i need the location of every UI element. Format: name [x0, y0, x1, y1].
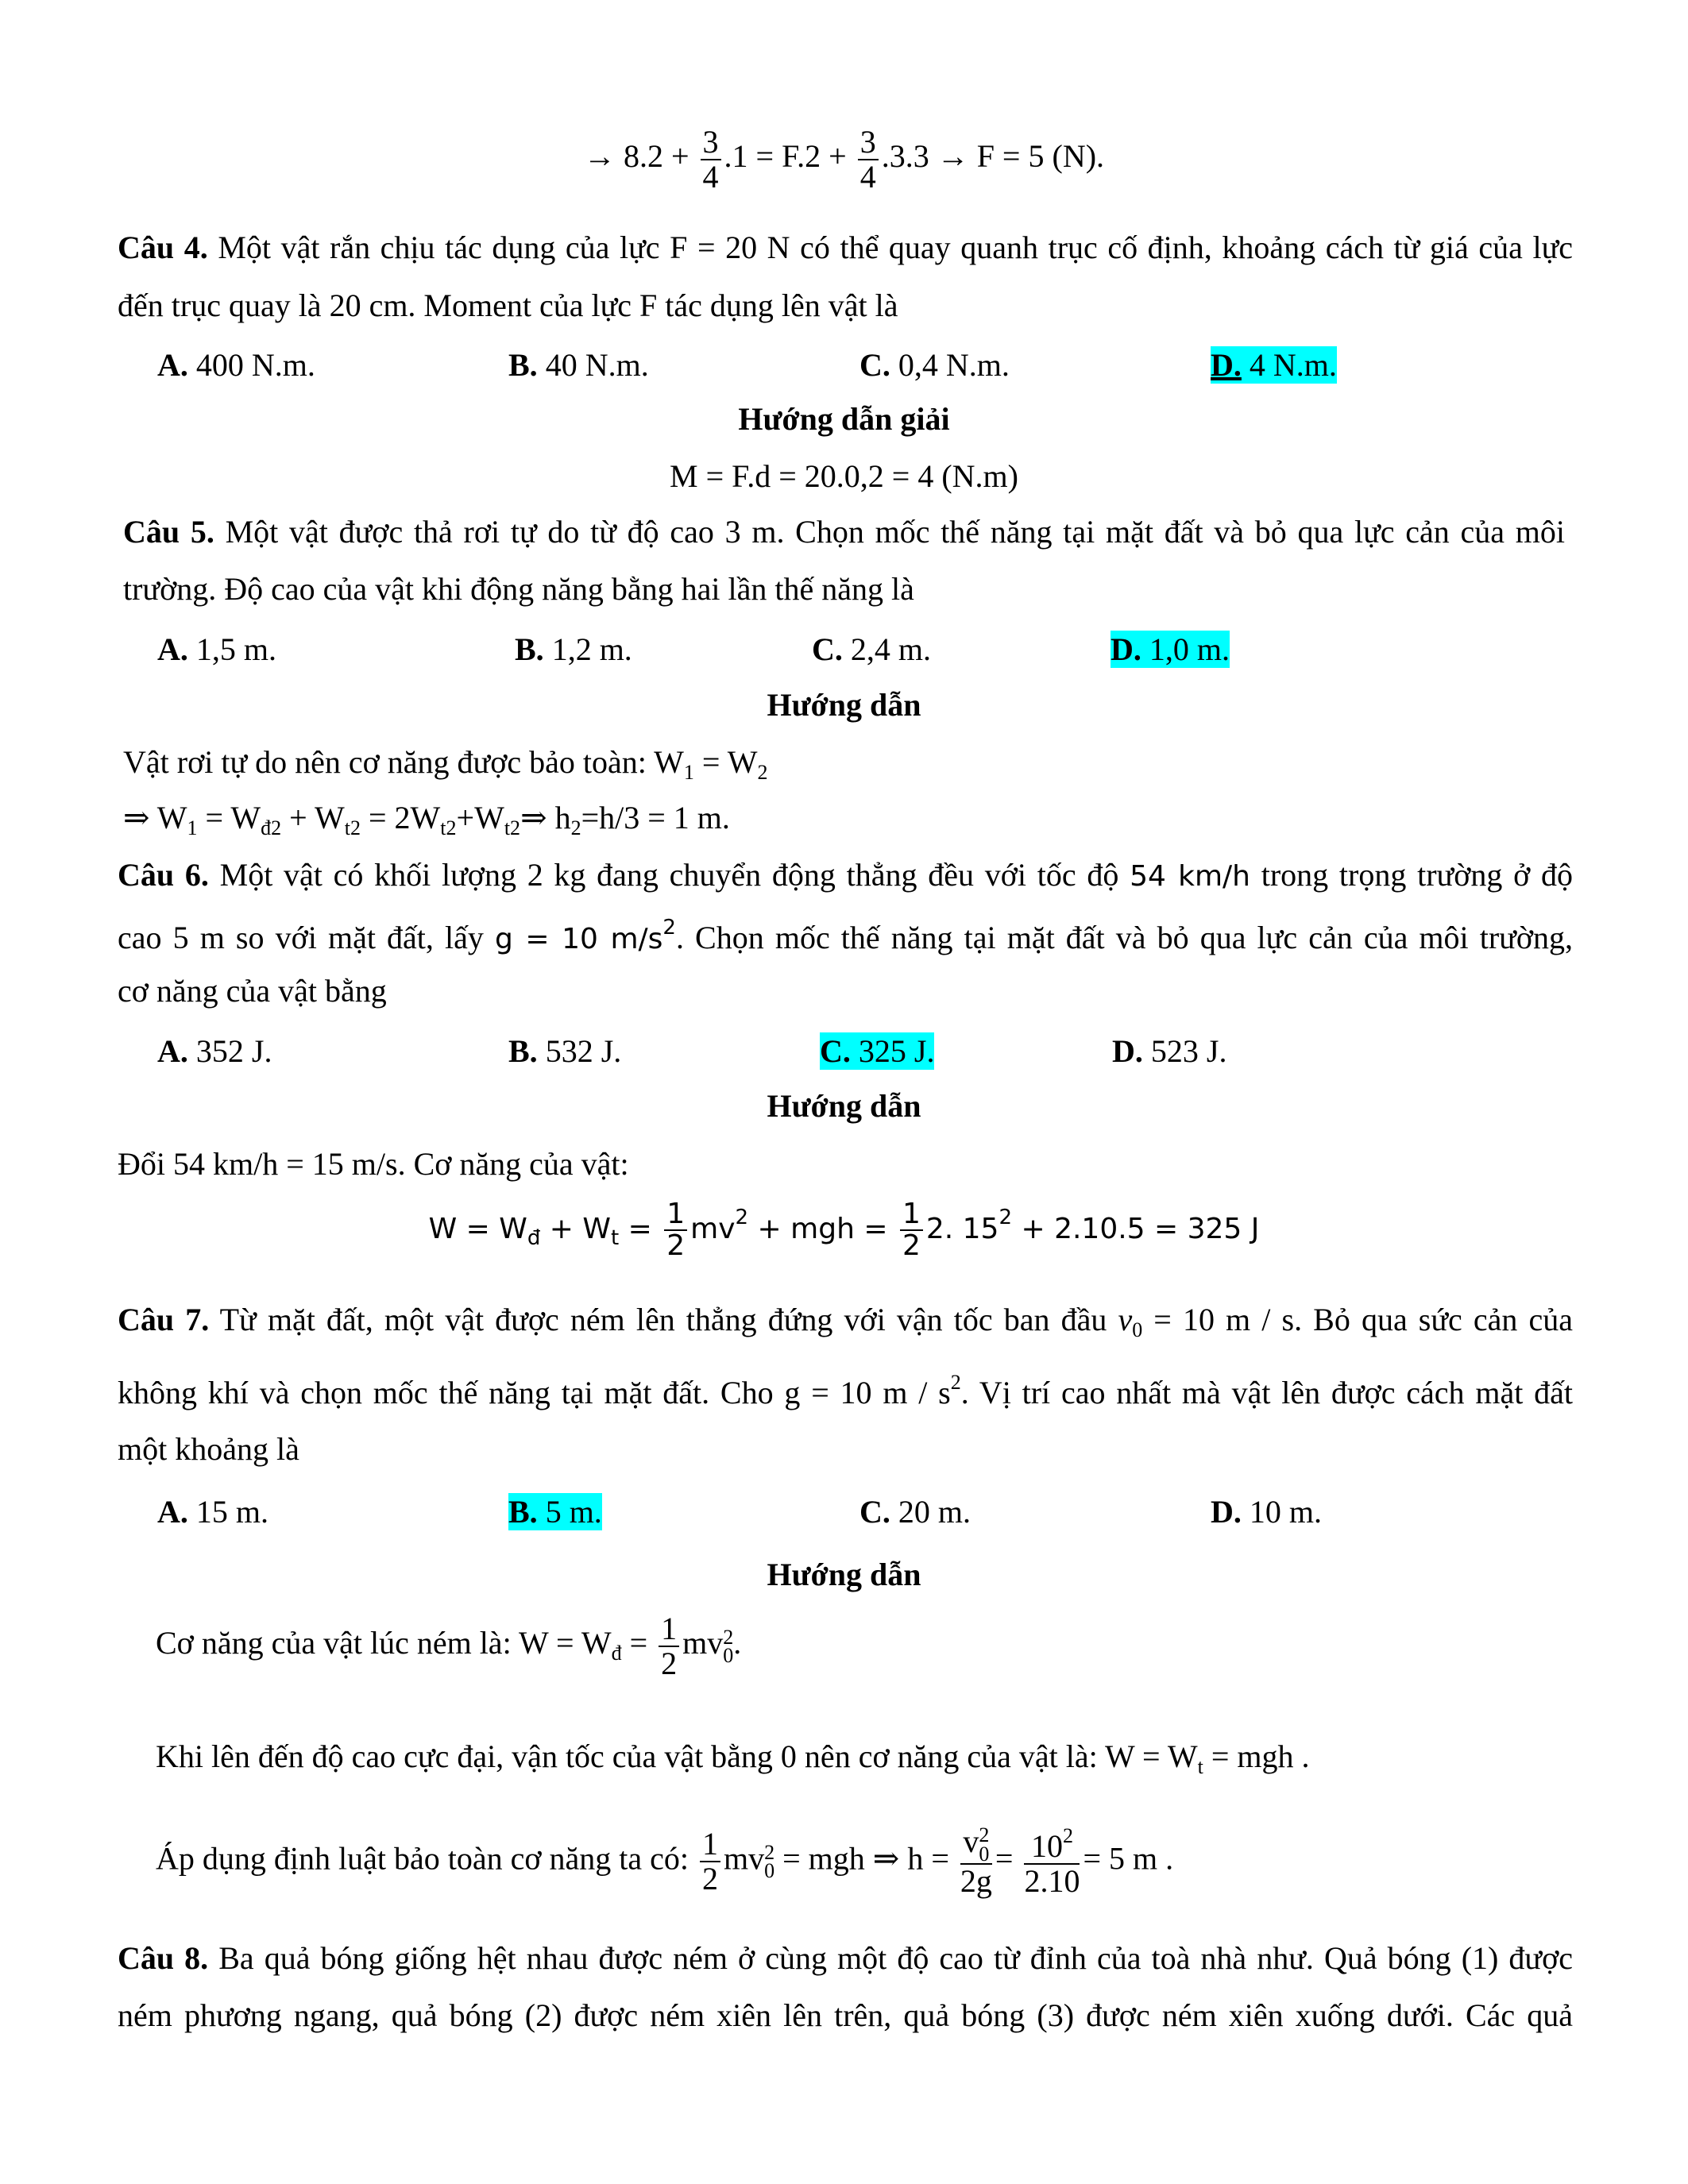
math-text: mv — [682, 1625, 724, 1661]
fraction-den: 2 — [666, 1229, 686, 1262]
option-key: C. — [820, 1033, 851, 1069]
question-text: Ba quả bóng giống hệt nhau được ném ở cùng một độ cao từ đỉnh của toà nhà như. Quả bóng (1) được — [218, 1940, 1573, 1976]
q6-heading — [0, 1090, 1688, 1122]
option-key: B. — [508, 347, 538, 383]
heading-text: Hướng dẫn — [767, 1557, 921, 1592]
fraction — [664, 1199, 687, 1261]
math-text: v — [1118, 1302, 1133, 1337]
fraction-num — [1024, 1825, 1080, 1865]
subscript: 2 — [570, 816, 581, 839]
q8-line1 — [118, 1940, 1573, 1976]
q5-line1 — [123, 516, 1565, 548]
subscript: 0 — [764, 1859, 775, 1883]
math-inline — [1118, 1302, 1295, 1341]
fraction-den: 4 — [702, 159, 719, 195]
formula-part: .1 = F.2 + — [724, 138, 847, 175]
q5-option-c[interactable] — [812, 631, 931, 668]
q4-option-a[interactable] — [157, 346, 315, 384]
sol-text: = W — [197, 800, 261, 835]
option-text: 4 N.m. — [1241, 347, 1337, 383]
fraction — [700, 1827, 720, 1896]
option-text: 1,0 m. — [1141, 631, 1230, 667]
fraction-den: 2.10 — [1024, 1863, 1080, 1900]
sup-sub-stack — [979, 1823, 990, 1866]
option-key: B. — [515, 631, 544, 667]
math-inline — [494, 916, 676, 955]
option-text: 20 m. — [890, 1494, 971, 1530]
math-text: W = W — [518, 1625, 612, 1661]
sol-text: = 2W — [360, 800, 441, 835]
subscript: 0 — [1132, 1318, 1143, 1341]
q7-heading — [0, 1559, 1688, 1591]
option-text: 0,4 N.m. — [890, 347, 1010, 383]
sol-text: = W — [693, 744, 758, 780]
formula-part: F = 5 (N). — [976, 138, 1105, 175]
heading-text: Hướng dẫn — [767, 687, 921, 723]
superscript: 2 — [764, 1840, 775, 1864]
option-text: 325 J. — [850, 1033, 935, 1069]
q4-option-c[interactable] — [859, 346, 1010, 384]
option-key: B. — [508, 1494, 538, 1530]
option-text: 5 m. — [537, 1494, 602, 1530]
subscript: t2 — [504, 816, 521, 839]
fraction-num: 1 — [700, 1827, 720, 1862]
math-text: 2. 15 — [925, 1212, 999, 1245]
q7-line1 — [118, 1304, 1573, 1341]
math-text: = 5 m . — [1083, 1840, 1174, 1877]
option-text: 2,4 m. — [842, 631, 932, 667]
arrow-icon: → — [583, 138, 616, 175]
q7-line3: một khoảng là — [118, 1431, 299, 1467]
option-key: A. — [157, 347, 188, 383]
superscript: 2 — [979, 1823, 990, 1847]
math-inline: 54 km/h — [1130, 860, 1250, 893]
superscript: 2 — [662, 916, 676, 940]
question-label: Câu 7. — [118, 1302, 210, 1337]
fraction-den: 2 — [661, 1646, 678, 1681]
superscript: 2 — [1062, 1824, 1073, 1848]
option-text: 400 N.m. — [187, 347, 315, 383]
q4-heading — [0, 403, 1688, 435]
subscript: t2 — [344, 816, 361, 839]
fraction-num — [960, 1825, 992, 1865]
math-text: W = W — [1104, 1738, 1198, 1774]
fraction-num: 3 — [858, 125, 879, 160]
question-text: Một vật có khối lượng 2 kg đang chuyển động thẳng đều với tốc độ — [219, 857, 1119, 893]
q5-option-a[interactable] — [157, 631, 276, 668]
q6-line1 — [118, 859, 1573, 891]
question-text: Một vật rắn chịu tác dụng của lực F = 20 N có thể quay quanh trục cố định, khoảng cách từ giá của lực — [218, 230, 1574, 265]
sol-text: Áp dụng định luật bảo toàn cơ năng ta có: — [156, 1840, 689, 1877]
math-text: + mgh = — [748, 1212, 888, 1245]
math-text: 10 — [1030, 1828, 1063, 1865]
fraction-den: 4 — [859, 159, 876, 195]
subscript: 2 — [757, 761, 768, 784]
question-label: Câu 5. — [123, 514, 214, 550]
question-label: Câu 4. — [118, 230, 208, 265]
q7-sol2 — [156, 1738, 1310, 1778]
math-text: W = W — [428, 1212, 527, 1245]
option-key: C. — [859, 347, 890, 383]
option-key: C. — [812, 631, 843, 667]
q6-option-d[interactable] — [1112, 1032, 1226, 1070]
math-text: mv — [690, 1212, 736, 1245]
q5-option-b[interactable] — [515, 631, 632, 668]
q4-solution: M = F.d = 20.0,2 = 4 (N.m) — [670, 458, 1018, 494]
q4-line1 — [118, 232, 1573, 264]
fraction-num: 1 — [659, 1612, 679, 1647]
q7-option-a[interactable] — [157, 1493, 268, 1530]
subscript: 1 — [187, 816, 198, 839]
subscript: t — [1197, 1755, 1203, 1778]
q7-sol1 — [156, 1612, 741, 1680]
option-text: 523 J. — [1142, 1033, 1227, 1069]
math-text: = mgh . — [1203, 1738, 1310, 1774]
q6-line3: cơ năng của vật bằng — [118, 973, 387, 1009]
q8-line2: ném phương ngang, quả bóng (2) được ném xiên lên trên, quả bóng (3) được ném xiên xuống dưới. Các quả — [118, 1997, 1573, 2033]
q7-option-c[interactable] — [859, 1493, 971, 1530]
q6-option-b[interactable] — [508, 1032, 621, 1070]
fraction-den: 2 — [902, 1229, 921, 1262]
subscript: t2 — [440, 816, 457, 839]
question-text: Một vật được thả rơi tự do từ độ cao 3 m. Chọn mốc thế năng tại mặt đất và bỏ qua lực cản của môi — [225, 514, 1565, 550]
q7-sol3 — [156, 1825, 1173, 1898]
fraction — [900, 1199, 923, 1261]
question-text: . Chọn mốc thế năng tại mặt đất và bỏ qua lực cản của môi trường, — [675, 920, 1574, 955]
sup-sub-stack — [764, 1840, 775, 1883]
q6-option-c[interactable] — [820, 1032, 934, 1070]
math-text: = — [995, 1840, 1014, 1877]
option-key: A. — [157, 1033, 188, 1069]
q7-option-d[interactable] — [1211, 1493, 1322, 1530]
fraction-num: 1 — [664, 1199, 687, 1231]
option-key: D. — [1211, 347, 1242, 383]
q7-option-b[interactable] — [508, 1493, 602, 1530]
fraction-num: 3 — [701, 125, 721, 160]
q5-sol2 — [123, 802, 730, 839]
fraction-den: 2 — [702, 1861, 718, 1897]
question-label: Câu 6. — [118, 857, 209, 893]
math-text: g = 10 m / s — [784, 1375, 951, 1410]
question-label: Câu 8. — [118, 1940, 209, 1976]
option-key: D. — [1112, 1033, 1143, 1069]
q4-option-d[interactable] — [1211, 346, 1337, 384]
fraction — [1024, 1825, 1080, 1898]
subscript: t — [611, 1225, 620, 1250]
sol-text: + W — [281, 800, 345, 835]
sup-sub-stack — [723, 1625, 734, 1667]
fraction — [659, 1612, 679, 1680]
option-text: 1,2 m. — [543, 631, 632, 667]
subscript: đ — [611, 1642, 622, 1665]
subscript: 0 — [723, 1644, 734, 1667]
question-text: Từ mặt đất, một vật được ném lên thẳng đứng với vận tốc ban đầu — [219, 1302, 1107, 1337]
q4-option-b[interactable] — [508, 346, 649, 384]
math-text: mv — [724, 1840, 765, 1877]
formula-part: 8.2 + — [623, 138, 689, 175]
option-key: B. — [508, 1033, 538, 1069]
option-key: C. — [859, 1494, 890, 1530]
superscript: 2 — [950, 1371, 961, 1394]
sol-text: ⇒ W — [123, 800, 187, 835]
option-key: A. — [157, 1494, 188, 1530]
superscript: 2 — [723, 1625, 734, 1649]
heading-text: Hướng dẫn giải — [738, 401, 950, 437]
fraction — [960, 1825, 992, 1898]
math-text: + W — [540, 1212, 611, 1245]
sol-text: +W — [456, 800, 504, 835]
math-text: = 10 m / s — [1142, 1302, 1295, 1337]
option-key: A. — [157, 631, 188, 667]
math-text: = mgh ⇒ h = — [774, 1840, 949, 1877]
q6-option-a[interactable] — [157, 1032, 272, 1070]
arrow-icon: → — [937, 138, 969, 175]
q5-option-d[interactable] — [1111, 631, 1230, 668]
math-text: g = 10 m/s — [494, 923, 663, 955]
math-text: + 2.10.5 = 325 J — [1012, 1212, 1260, 1245]
q4-line2: đến trục quay là 20 cm. Moment của lực F tác dụng lên vật là — [118, 287, 898, 323]
math-text: . — [733, 1625, 742, 1661]
option-text: 352 J. — [187, 1033, 272, 1069]
superscript: 2 — [999, 1205, 1013, 1229]
q6-sol1: Đổi 54 km/h = 15 m/s. Cơ năng của vật: — [118, 1146, 629, 1182]
subscript: đ2 — [261, 816, 282, 839]
sol-text: Cơ năng của vật lúc ném là: — [156, 1625, 512, 1661]
fraction-num: 1 — [900, 1199, 923, 1231]
question-text: cao 5 m so với mặt đất, lấy — [118, 920, 484, 955]
question-text: . Vị trí cao nhất mà vật lên được cách mặt đất — [960, 1375, 1573, 1410]
formula-top — [0, 125, 1688, 194]
subscript: 1 — [683, 761, 694, 784]
q5-line2: trường. Độ cao của vật khi động năng bằng hai lần thế năng là — [123, 571, 914, 607]
question-text: trong trọng trường ở độ — [1261, 857, 1574, 893]
q7-line2 — [118, 1372, 1573, 1409]
formula-part: .3.3 — [881, 138, 929, 175]
sol-text: =h/3 = 1 m. — [581, 800, 730, 835]
question-text: không khí và chọn mốc thế năng tại mặt đất. Cho — [118, 1375, 774, 1410]
fraction — [858, 125, 879, 194]
q6-line2 — [118, 917, 1573, 954]
fraction — [701, 125, 721, 194]
q6-formula — [0, 1199, 1688, 1261]
sol-text: Khi lên đến độ cao cực đại, vận tốc của vật bằng 0 nên cơ năng của vật là: — [156, 1738, 1098, 1774]
sol-text: ⇒ h — [520, 800, 571, 835]
option-key: D. — [1111, 631, 1141, 667]
subscript: 0 — [979, 1842, 990, 1866]
math-text: v — [963, 1823, 979, 1859]
q5-sol1 — [123, 744, 768, 784]
option-text: 15 m. — [187, 1494, 269, 1530]
fraction-den: 2g — [960, 1863, 992, 1900]
math-inline — [784, 1371, 961, 1410]
subscript: đ — [527, 1225, 541, 1250]
math-text: = — [619, 1212, 652, 1245]
q5-heading — [0, 689, 1688, 721]
option-text: 532 J. — [537, 1033, 622, 1069]
heading-text: Hướng dẫn — [767, 1088, 921, 1124]
option-text: 40 N.m. — [537, 347, 649, 383]
superscript: 2 — [735, 1205, 749, 1229]
math-text: = — [621, 1625, 648, 1661]
option-text: 1,5 m. — [187, 631, 277, 667]
sol-text: Vật rơi tự do nên cơ năng được bảo toàn: W — [123, 744, 684, 780]
option-key: D. — [1211, 1494, 1242, 1530]
option-text: 10 m. — [1241, 1494, 1323, 1530]
question-text: . Bỏ qua sức cản của — [1294, 1302, 1574, 1337]
